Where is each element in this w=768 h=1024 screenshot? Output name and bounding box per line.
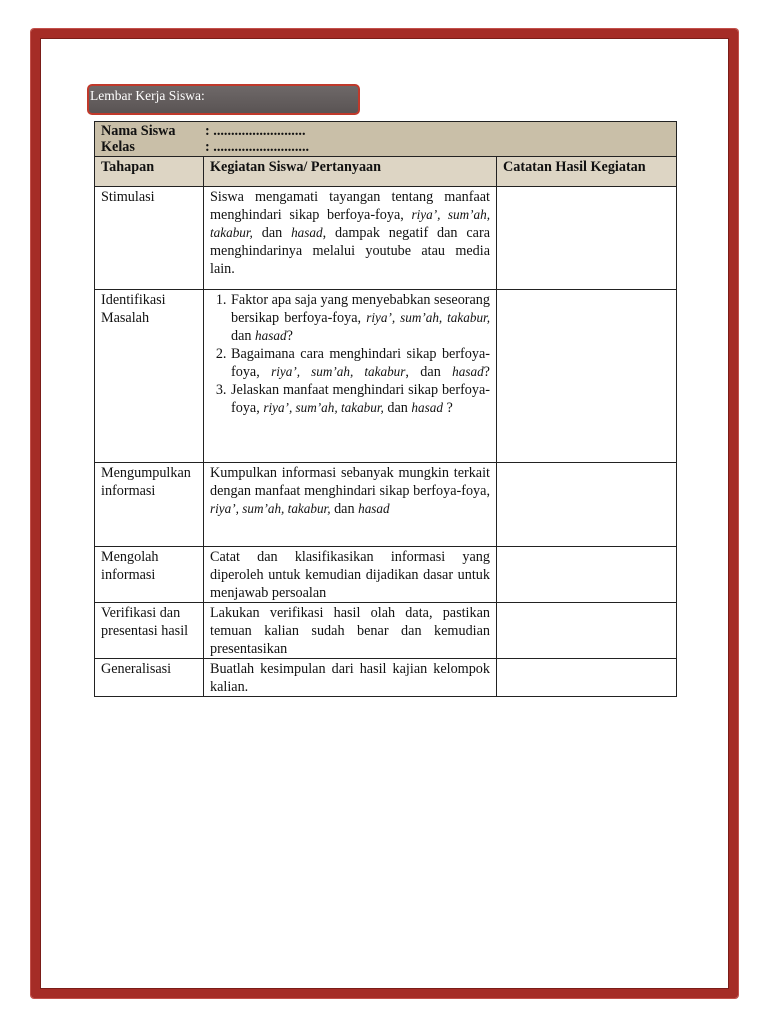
student-info-row <box>95 122 677 157</box>
activity-cell <box>204 290 497 463</box>
text-run: , dampak negatif dan cara menghindarinya melalui youtube atau media lain. <box>210 225 490 277</box>
table-header-row <box>95 157 677 187</box>
text-run: ? <box>442 400 453 416</box>
stage-cell: Verifikasi dan presentasi hasil <box>95 603 204 659</box>
worksheet-title: Lembar Kerja Siswa: <box>87 84 360 115</box>
stage-cell: Stimulasi <box>95 187 204 290</box>
text-run: Bagaimana cara menghindari sikap berfoya-foya, <box>231 346 490 380</box>
notes-cell[interactable] <box>497 547 677 603</box>
table-row <box>95 547 677 603</box>
notes-cell[interactable] <box>497 659 677 697</box>
activity-cell <box>204 659 497 697</box>
text-run: dan <box>330 501 359 517</box>
italic-term: riya’, sum’ah, takabur, <box>366 310 491 325</box>
table-row <box>95 603 677 659</box>
list-item <box>230 381 490 417</box>
text-run: dan <box>231 328 256 344</box>
student-name-line <box>101 123 670 139</box>
header-notes: Catatan Hasil Kegiatan <box>497 157 677 187</box>
activity-cell <box>204 547 497 603</box>
italic-term: hasad <box>411 400 443 415</box>
text-run: ? <box>286 328 293 344</box>
text-run: Siswa mengamati tayangan tentang manfaat menghindari sikap berfoya-foya, <box>210 189 490 223</box>
table-row <box>95 290 677 463</box>
table-row <box>95 463 677 547</box>
italic-term: hasad <box>291 225 323 240</box>
italic-term: riya’, sum’ah, takabur, <box>210 501 331 516</box>
text-run: Buatlah kesimpulan dari hasil kajian kelompok kalian. <box>210 661 490 695</box>
list-item <box>230 291 490 345</box>
header-activity: Kegiatan Siswa/ Pertanyaan <box>204 157 497 187</box>
notes-cell[interactable] <box>497 463 677 547</box>
question-list <box>210 291 490 417</box>
text-run: , dan <box>405 364 453 380</box>
activity-cell <box>204 603 497 659</box>
text-run: dan <box>383 400 412 416</box>
text-run: dan <box>252 225 292 241</box>
activity-cell <box>204 187 497 290</box>
text-run: Jelaskan manfaat menghindari sikap berfoya-foya, <box>231 382 490 416</box>
stage-cell: Mengumpulkan informasi <box>95 463 204 547</box>
stage-cell: Generalisasi <box>95 659 204 697</box>
activity-cell <box>204 463 497 547</box>
class-label: Kelas <box>101 139 135 155</box>
text-run: ? <box>483 364 490 380</box>
italic-term: riya’, sum’ah, takabur, <box>263 400 384 415</box>
class-value[interactable]: : ........................... <box>205 139 310 155</box>
student-name-value[interactable]: : .......................... <box>205 123 306 139</box>
notes-cell[interactable] <box>497 187 677 290</box>
italic-term: hasad <box>255 328 287 343</box>
header-stage: Tahapan <box>95 157 204 187</box>
notes-cell[interactable] <box>497 603 677 659</box>
italic-term: hasad <box>358 501 390 516</box>
table-row <box>95 187 677 290</box>
student-name-label: Nama Siswa <box>101 123 176 139</box>
text-run: Lakukan verifikasi hasil olah data, pastikan temuan kalian sudah benar dan kemudian presentasikan <box>210 605 490 657</box>
table-row <box>95 659 677 697</box>
italic-term: hasad <box>452 364 484 379</box>
notes-cell[interactable] <box>497 290 677 463</box>
class-line <box>101 139 670 155</box>
italic-term: riya’, sum’ah, takabur <box>271 364 406 379</box>
text-run: Catat dan klasifikasikan informasi yang diperoleh untuk kemudian dijadikan dasar untuk menjawab persoalan <box>210 549 490 601</box>
activity-table <box>94 121 677 697</box>
italic-term: riya’, sum’ah, takabur, <box>210 207 490 240</box>
list-item <box>230 345 490 381</box>
stage-cell: Mengolah informasi <box>95 547 204 603</box>
text-run: Kumpulkan informasi sebanyak mungkin terkait dengan manfaat menghindari sikap berfoya-foya, <box>210 465 490 499</box>
text-run: Faktor apa saja yang menyebabkan seseorang bersikap berfoya-foya, <box>231 292 490 326</box>
stage-cell: Identifikasi Masalah <box>95 290 204 463</box>
